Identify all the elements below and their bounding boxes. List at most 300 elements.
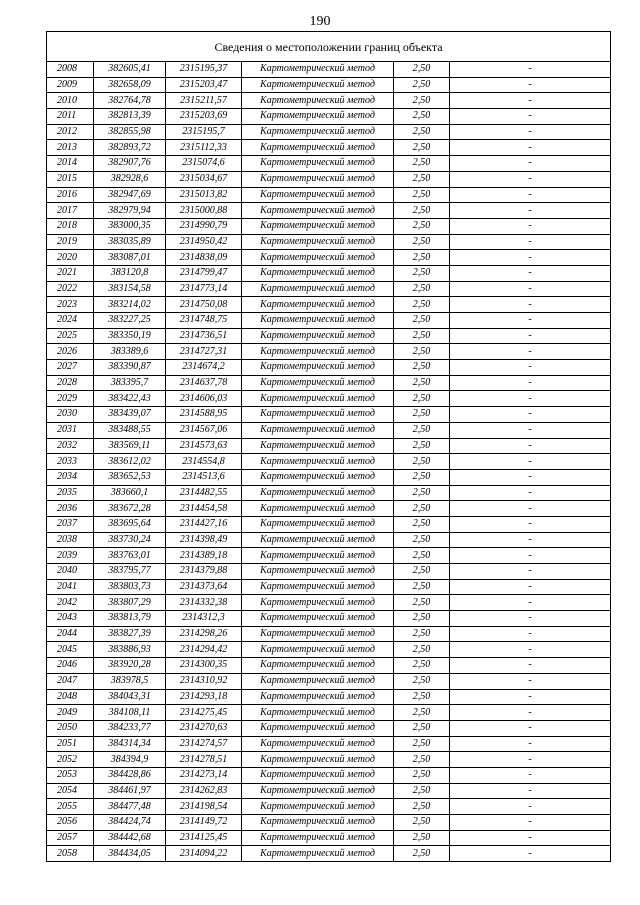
cell-description: - [450, 736, 611, 752]
table-row [47, 203, 611, 219]
cell-method: Картометрический метод [242, 187, 394, 203]
table-row [47, 532, 611, 548]
cell-method: Картометрический метод [242, 281, 394, 297]
cell-x-coordinate: 382855,98 [94, 124, 166, 140]
cell-description: - [450, 673, 611, 689]
cell-point-number: 2039 [47, 548, 94, 564]
cell-point-number: 2012 [47, 124, 94, 140]
cell-description: - [450, 752, 611, 768]
table-row [47, 720, 611, 736]
cell-method: Картометрический метод [242, 689, 394, 705]
cell-method: Картометрический метод [242, 783, 394, 799]
cell-point-number: 2019 [47, 234, 94, 250]
cell-x-coordinate: 384108,11 [94, 705, 166, 721]
cell-y-coordinate: 2314262,83 [166, 783, 242, 799]
cell-method: Картометрический метод [242, 469, 394, 485]
cell-method: Картометрический метод [242, 626, 394, 642]
cell-y-coordinate: 2315203,47 [166, 77, 242, 93]
cell-description: - [450, 626, 611, 642]
cell-description: - [450, 438, 611, 454]
cell-y-coordinate: 2314310,92 [166, 673, 242, 689]
cell-y-coordinate: 2314293,18 [166, 689, 242, 705]
cell-point-number: 2010 [47, 93, 94, 109]
cell-accuracy: 2,50 [394, 297, 450, 313]
cell-description: - [450, 658, 611, 674]
table-row [47, 469, 611, 485]
cell-x-coordinate: 383652,53 [94, 469, 166, 485]
cell-point-number: 2031 [47, 422, 94, 438]
cell-accuracy: 2,50 [394, 767, 450, 783]
cell-description: - [450, 783, 611, 799]
table-title: Сведения о местоположении границ объекта [47, 32, 611, 62]
cell-accuracy: 2,50 [394, 140, 450, 156]
cell-x-coordinate: 384394,9 [94, 752, 166, 768]
cell-y-coordinate: 2314278,51 [166, 752, 242, 768]
cell-accuracy: 2,50 [394, 658, 450, 674]
cell-point-number: 2045 [47, 642, 94, 658]
cell-y-coordinate: 2314674,2 [166, 360, 242, 376]
cell-point-number: 2033 [47, 454, 94, 470]
cell-y-coordinate: 2314637,78 [166, 375, 242, 391]
cell-y-coordinate: 2314950,42 [166, 234, 242, 250]
cell-point-number: 2015 [47, 171, 94, 187]
cell-x-coordinate: 383920,28 [94, 658, 166, 674]
table-row [47, 171, 611, 187]
cell-accuracy: 2,50 [394, 313, 450, 329]
cell-method: Картометрический метод [242, 438, 394, 454]
cell-x-coordinate: 383390,87 [94, 360, 166, 376]
cell-y-coordinate: 2314332,38 [166, 595, 242, 611]
cell-accuracy: 2,50 [394, 109, 450, 125]
table-row [47, 438, 611, 454]
cell-method: Картометрический метод [242, 391, 394, 407]
cell-method: Картометрический метод [242, 93, 394, 109]
cell-method: Картометрический метод [242, 124, 394, 140]
cell-description: - [450, 124, 611, 140]
table-row [47, 783, 611, 799]
cell-y-coordinate: 2314312,3 [166, 611, 242, 627]
cell-accuracy: 2,50 [394, 171, 450, 187]
cell-y-coordinate: 2314554,8 [166, 454, 242, 470]
cell-method: Картометрический метод [242, 799, 394, 815]
cell-description: - [450, 611, 611, 627]
cell-y-coordinate: 2314799,47 [166, 265, 242, 281]
cell-method: Картометрический метод [242, 344, 394, 360]
cell-method: Картометрический метод [242, 767, 394, 783]
cell-description: - [450, 501, 611, 517]
cell-accuracy: 2,50 [394, 705, 450, 721]
cell-y-coordinate: 2314838,09 [166, 250, 242, 266]
cell-accuracy: 2,50 [394, 187, 450, 203]
table-row [47, 736, 611, 752]
table-row [47, 611, 611, 627]
table-row [47, 344, 611, 360]
cell-y-coordinate: 2315000,88 [166, 203, 242, 219]
cell-x-coordinate: 383488,55 [94, 422, 166, 438]
cell-description: - [450, 799, 611, 815]
cell-accuracy: 2,50 [394, 642, 450, 658]
table-row [47, 579, 611, 595]
table-row [47, 124, 611, 140]
table-row [47, 516, 611, 532]
cell-method: Картометрический метод [242, 156, 394, 172]
cell-y-coordinate: 2314990,79 [166, 218, 242, 234]
cell-accuracy: 2,50 [394, 595, 450, 611]
table-row [47, 140, 611, 156]
cell-description: - [450, 830, 611, 846]
cell-x-coordinate: 383154,58 [94, 281, 166, 297]
cell-accuracy: 2,50 [394, 391, 450, 407]
cell-description: - [450, 595, 611, 611]
cell-y-coordinate: 2314748,75 [166, 313, 242, 329]
cell-description: - [450, 93, 611, 109]
cell-point-number: 2017 [47, 203, 94, 219]
table-row [47, 846, 611, 862]
cell-accuracy: 2,50 [394, 485, 450, 501]
table-row [47, 375, 611, 391]
cell-point-number: 2052 [47, 752, 94, 768]
table-row [47, 391, 611, 407]
cell-y-coordinate: 2314736,51 [166, 328, 242, 344]
cell-description: - [450, 485, 611, 501]
cell-accuracy: 2,50 [394, 815, 450, 831]
cell-point-number: 2037 [47, 516, 94, 532]
cell-description: - [450, 705, 611, 721]
cell-y-coordinate: 2314389,18 [166, 548, 242, 564]
table-row [47, 564, 611, 580]
cell-accuracy: 2,50 [394, 438, 450, 454]
cell-accuracy: 2,50 [394, 752, 450, 768]
cell-description: - [450, 77, 611, 93]
cell-x-coordinate: 382928,6 [94, 171, 166, 187]
cell-y-coordinate: 2314398,49 [166, 532, 242, 548]
table-row [47, 407, 611, 423]
cell-x-coordinate: 383035,89 [94, 234, 166, 250]
cell-accuracy: 2,50 [394, 469, 450, 485]
cell-method: Картометрический метод [242, 407, 394, 423]
table-row [47, 297, 611, 313]
cell-method: Картометрический метод [242, 846, 394, 862]
cell-accuracy: 2,50 [394, 579, 450, 595]
table-row [47, 422, 611, 438]
cell-accuracy: 2,50 [394, 830, 450, 846]
cell-x-coordinate: 383795,77 [94, 564, 166, 580]
cell-point-number: 2036 [47, 501, 94, 517]
cell-method: Картометрический метод [242, 360, 394, 376]
cell-accuracy: 2,50 [394, 564, 450, 580]
cell-x-coordinate: 384428,86 [94, 767, 166, 783]
cell-x-coordinate: 383569,11 [94, 438, 166, 454]
table-row [47, 360, 611, 376]
cell-x-coordinate: 383612,02 [94, 454, 166, 470]
cell-method: Картометрический метод [242, 250, 394, 266]
cell-point-number: 2050 [47, 720, 94, 736]
cell-y-coordinate: 2315203,69 [166, 109, 242, 125]
cell-description: - [450, 564, 611, 580]
cell-method: Картометрический метод [242, 109, 394, 125]
table-row [47, 265, 611, 281]
cell-accuracy: 2,50 [394, 77, 450, 93]
table-row [47, 281, 611, 297]
cell-point-number: 2038 [47, 532, 94, 548]
cell-description: - [450, 407, 611, 423]
cell-accuracy: 2,50 [394, 360, 450, 376]
cell-method: Картометрический метод [242, 203, 394, 219]
cell-x-coordinate: 382979,94 [94, 203, 166, 219]
cell-x-coordinate: 384424,74 [94, 815, 166, 831]
cell-point-number: 2030 [47, 407, 94, 423]
cell-point-number: 2046 [47, 658, 94, 674]
cell-method: Картометрический метод [242, 140, 394, 156]
cell-accuracy: 2,50 [394, 846, 450, 862]
cell-description: - [450, 767, 611, 783]
table-row [47, 767, 611, 783]
cell-y-coordinate: 2314567,06 [166, 422, 242, 438]
cell-description: - [450, 689, 611, 705]
table-row [47, 485, 611, 501]
table-row [47, 218, 611, 234]
cell-point-number: 2020 [47, 250, 94, 266]
cell-y-coordinate: 2315211,57 [166, 93, 242, 109]
cell-y-coordinate: 2314573,63 [166, 438, 242, 454]
cell-x-coordinate: 383695,64 [94, 516, 166, 532]
cell-y-coordinate: 2315074,6 [166, 156, 242, 172]
cell-method: Картометрический метод [242, 752, 394, 768]
cell-method: Картометрический метод [242, 658, 394, 674]
cell-description: - [450, 846, 611, 862]
cell-y-coordinate: 2314125,45 [166, 830, 242, 846]
cell-y-coordinate: 2314300,35 [166, 658, 242, 674]
table-row [47, 673, 611, 689]
cell-x-coordinate: 383763,01 [94, 548, 166, 564]
cell-x-coordinate: 383803,73 [94, 579, 166, 595]
table-row [47, 328, 611, 344]
cell-accuracy: 2,50 [394, 626, 450, 642]
cell-description: - [450, 250, 611, 266]
table-row [47, 93, 611, 109]
cell-description: - [450, 548, 611, 564]
cell-description: - [450, 109, 611, 125]
cell-accuracy: 2,50 [394, 422, 450, 438]
cell-y-coordinate: 2315112,33 [166, 140, 242, 156]
cell-x-coordinate: 384043,31 [94, 689, 166, 705]
cell-point-number: 2056 [47, 815, 94, 831]
cell-description: - [450, 360, 611, 376]
cell-description: - [450, 156, 611, 172]
cell-description: - [450, 516, 611, 532]
cell-method: Картометрический метод [242, 454, 394, 470]
cell-y-coordinate: 2314454,58 [166, 501, 242, 517]
cell-x-coordinate: 382605,41 [94, 62, 166, 78]
cell-description: - [450, 422, 611, 438]
cell-accuracy: 2,50 [394, 156, 450, 172]
cell-description: - [450, 297, 611, 313]
cell-point-number: 2028 [47, 375, 94, 391]
cell-y-coordinate: 2314750,08 [166, 297, 242, 313]
cell-description: - [450, 642, 611, 658]
cell-y-coordinate: 2314727,31 [166, 344, 242, 360]
table-row [47, 548, 611, 564]
cell-description: - [450, 265, 611, 281]
cell-description: - [450, 344, 611, 360]
cell-method: Картометрический метод [242, 720, 394, 736]
cell-accuracy: 2,50 [394, 124, 450, 140]
table-row [47, 501, 611, 517]
cell-point-number: 2023 [47, 297, 94, 313]
cell-x-coordinate: 383807,29 [94, 595, 166, 611]
cell-x-coordinate: 383389,6 [94, 344, 166, 360]
cell-accuracy: 2,50 [394, 250, 450, 266]
cell-description: - [450, 62, 611, 78]
cell-x-coordinate: 384461,97 [94, 783, 166, 799]
cell-point-number: 2048 [47, 689, 94, 705]
cell-point-number: 2047 [47, 673, 94, 689]
table-row [47, 815, 611, 831]
table-row [47, 830, 611, 846]
cell-accuracy: 2,50 [394, 203, 450, 219]
cell-x-coordinate: 383439,07 [94, 407, 166, 423]
cell-accuracy: 2,50 [394, 265, 450, 281]
cell-y-coordinate: 2315195,37 [166, 62, 242, 78]
cell-point-number: 2022 [47, 281, 94, 297]
cell-accuracy: 2,50 [394, 218, 450, 234]
cell-x-coordinate: 382893,72 [94, 140, 166, 156]
cell-method: Картометрический метод [242, 171, 394, 187]
cell-accuracy: 2,50 [394, 516, 450, 532]
cell-description: - [450, 313, 611, 329]
cell-method: Картометрический метод [242, 297, 394, 313]
cell-y-coordinate: 2314379,88 [166, 564, 242, 580]
cell-accuracy: 2,50 [394, 62, 450, 78]
cell-x-coordinate: 382907,76 [94, 156, 166, 172]
cell-y-coordinate: 2314149,72 [166, 815, 242, 831]
cell-point-number: 2009 [47, 77, 94, 93]
table-row [47, 689, 611, 705]
cell-method: Картометрический метод [242, 595, 394, 611]
cell-x-coordinate: 382813,39 [94, 109, 166, 125]
cell-x-coordinate: 383730,24 [94, 532, 166, 548]
cell-method: Картометрический метод [242, 611, 394, 627]
cell-description: - [450, 532, 611, 548]
cell-description: - [450, 218, 611, 234]
cell-point-number: 2040 [47, 564, 94, 580]
cell-method: Картометрический метод [242, 642, 394, 658]
cell-point-number: 2024 [47, 313, 94, 329]
cell-y-coordinate: 2314275,45 [166, 705, 242, 721]
cell-y-coordinate: 2314373,64 [166, 579, 242, 595]
cell-method: Картометрический метод [242, 313, 394, 329]
cell-method: Картометрический метод [242, 532, 394, 548]
cell-method: Картометрический метод [242, 375, 394, 391]
cell-description: - [450, 375, 611, 391]
cell-x-coordinate: 384442,68 [94, 830, 166, 846]
cell-y-coordinate: 2314294,42 [166, 642, 242, 658]
cell-description: - [450, 454, 611, 470]
cell-y-coordinate: 2314298,26 [166, 626, 242, 642]
cell-accuracy: 2,50 [394, 93, 450, 109]
page-number: 190 [309, 14, 331, 29]
cell-accuracy: 2,50 [394, 375, 450, 391]
cell-method: Картометрический метод [242, 548, 394, 564]
cell-y-coordinate: 2314094,22 [166, 846, 242, 862]
table-row [47, 187, 611, 203]
cell-description: - [450, 579, 611, 595]
table-row [47, 250, 611, 266]
cell-method: Картометрический метод [242, 77, 394, 93]
cell-x-coordinate: 382947,69 [94, 187, 166, 203]
cell-point-number: 2027 [47, 360, 94, 376]
cell-method: Картометрический метод [242, 328, 394, 344]
cell-description: - [450, 815, 611, 831]
cell-method: Картометрический метод [242, 705, 394, 721]
cell-description: - [450, 234, 611, 250]
cell-accuracy: 2,50 [394, 548, 450, 564]
cell-method: Картометрический метод [242, 673, 394, 689]
cell-method: Картометрический метод [242, 564, 394, 580]
cell-x-coordinate: 383000,35 [94, 218, 166, 234]
cell-accuracy: 2,50 [394, 501, 450, 517]
table-row [47, 156, 611, 172]
cell-x-coordinate: 383227,25 [94, 313, 166, 329]
cell-x-coordinate: 383350,19 [94, 328, 166, 344]
cell-x-coordinate: 383813,79 [94, 611, 166, 627]
cell-accuracy: 2,50 [394, 281, 450, 297]
cell-x-coordinate: 383886,93 [94, 642, 166, 658]
cell-point-number: 2029 [47, 391, 94, 407]
cell-y-coordinate: 2314273,14 [166, 767, 242, 783]
table-row [47, 799, 611, 815]
cell-point-number: 2051 [47, 736, 94, 752]
cell-point-number: 2054 [47, 783, 94, 799]
cell-point-number: 2055 [47, 799, 94, 815]
cell-y-coordinate: 2315013,82 [166, 187, 242, 203]
cell-x-coordinate: 383214,02 [94, 297, 166, 313]
cell-description: - [450, 171, 611, 187]
cell-y-coordinate: 2314198,54 [166, 799, 242, 815]
cell-point-number: 2026 [47, 344, 94, 360]
cell-y-coordinate: 2314606,03 [166, 391, 242, 407]
cell-x-coordinate: 383660,1 [94, 485, 166, 501]
cell-point-number: 2041 [47, 579, 94, 595]
cell-accuracy: 2,50 [394, 689, 450, 705]
cell-description: - [450, 140, 611, 156]
cell-point-number: 2021 [47, 265, 94, 281]
cell-method: Картометрический метод [242, 579, 394, 595]
cell-method: Картометрический метод [242, 422, 394, 438]
table-row [47, 62, 611, 78]
cell-method: Картометрический метод [242, 830, 394, 846]
cell-accuracy: 2,50 [394, 611, 450, 627]
cell-point-number: 2014 [47, 156, 94, 172]
cell-accuracy: 2,50 [394, 799, 450, 815]
cell-x-coordinate: 383422,43 [94, 391, 166, 407]
cell-accuracy: 2,50 [394, 328, 450, 344]
cell-accuracy: 2,50 [394, 532, 450, 548]
cell-method: Картометрический метод [242, 265, 394, 281]
cell-accuracy: 2,50 [394, 720, 450, 736]
table-row [47, 642, 611, 658]
cell-point-number: 2008 [47, 62, 94, 78]
table-row [47, 595, 611, 611]
cell-method: Картометрический метод [242, 218, 394, 234]
cell-x-coordinate: 382764,78 [94, 93, 166, 109]
cell-x-coordinate: 384233,77 [94, 720, 166, 736]
cell-x-coordinate: 383395,7 [94, 375, 166, 391]
cell-y-coordinate: 2314773,14 [166, 281, 242, 297]
cell-y-coordinate: 2314427,16 [166, 516, 242, 532]
table-body [47, 62, 611, 862]
cell-accuracy: 2,50 [394, 783, 450, 799]
